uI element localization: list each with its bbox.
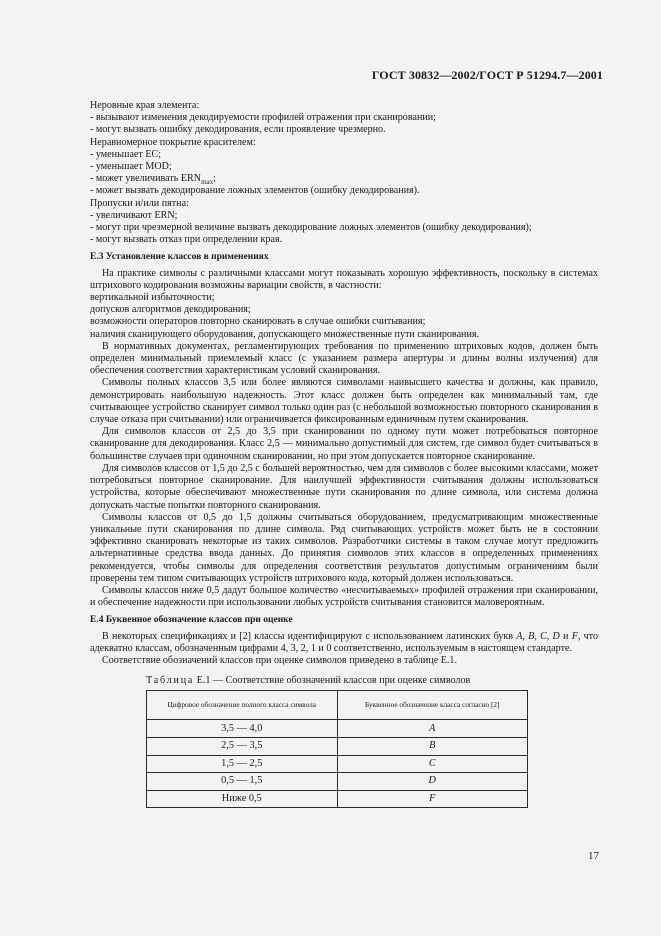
ern-suffix: ; [213,173,216,185]
letter-grade-cell: F [337,790,528,808]
letter-grade-cell: A [337,720,528,738]
table-row [147,773,528,791]
section-e3-paragraph: Для символов классов от 2,5 до 3,5 при сканировании по одному пути может потребоваться повторное сканирование для декодирования. Класс 2,5 — минимально допустимый для систем, где символ будет считываться в большинстве случаев при одиночном сканировании, но при этом допускается повторное сканирование. [90,426,598,462]
section-e4-text: и [559,630,572,642]
letter-grade-cell: D [337,773,528,791]
table-caption-text: Е.1 — Соответствие обозначений классов при оценке символов [194,675,471,687]
section-e3-paragraph: В нормативных документах, регламентирующих требования по применению штриховых кодов, должен быть определен минимальный приемлемый класс (с указанием размера апертуры и длины волны излучения) для обеспечения соответствия характеристикам условий сканирования. [90,340,598,377]
uneven-ink-item: - может вызвать декодирование ложных элементов (ошибку декодирования). [90,185,420,197]
section-e4-paragraph: Соответствие обозначений классов при оценке символов приведено в таблице Е.1. [102,654,457,666]
section-e3-paragraph: Для символов классов от 1,5 до 2,5 с большей вероятностью, чем для символов с более высокими классами, может потребоваться повторное сканирование. Для наилучшей эффективности считывания должны использоваться устройства, которые обеспечивают множественные пути сканирования по длине символа, или система должна допускать частые попытки повторного сканирования. [90,462,598,511]
table-caption-label: Таблица [146,675,195,687]
latin-letters: A, B, C, D [516,630,560,642]
section-e4-text: В некоторых спецификациях и [2] классы идентифицируют с использованием латинских букв [102,630,517,642]
ern-subscript: max [201,178,214,187]
uneven-edges-title: Неровные края элемента: [90,100,200,111]
section-e4-heading: Е.4 Буквенное обозначение классов при оценке [90,615,293,626]
variation-item: допусков алгоритмов декодирования; [90,304,251,316]
voids-title: Пропуски и/или пятна: [90,197,189,209]
table-row [147,755,528,773]
table-caption [90,675,598,687]
section-e3-intro: На практике символы с различными классами могут показывать хорошую эффективность, поскольку в системах штрихового кодирования возможны вариации свойств, в частности: [90,267,598,291]
table-row [147,720,528,738]
page-header-standard-title: ГОСТ 30832—2002/ГОСТ Р 51294.7—2001 [371,68,603,82]
numeric-grade-cell: Ниже 0,5 [147,790,338,808]
uneven-ink-item: - уменьшает EC; [90,148,162,160]
ern-prefix: - может увеличивать ERN [90,173,202,185]
numeric-grade-cell: 3,5 — 4,0 [147,720,338,738]
voids-item: - могут при чрезмерной величине вызвать декодирование ложных элементов (ошибку декодирования); [90,222,532,234]
letter-grade-cell: C [337,755,528,773]
section-e3-paragraph: Символы классов от 0,5 до 1,5 должны считываться оборудованием, предусматривающим множественные уникальные пути сканирования по длине символа. Ряд считывающих устройств может быть не в состоянии эффективно сканировать некоторые из таких символов. Разработчики системы в таком случае могут предложить альтернативные средства ввода данных. До принятия символов этих классов в определенных применениях рекомендуется, чтобы символы для определения соответствия результатов допустимым ограничениям были проверены тем типом считывающих устройств штрихового кода, который должен использоваться. [90,511,598,584]
letter-grade-cell: B [337,737,528,755]
uneven-edges-item: - вызывают изменения декодируемости профилей отражения при сканировании; [90,112,436,124]
page-number: 17 [588,850,599,862]
variation-item: возможности операторов повторно сканировать в случае ошибки считывания; [90,316,426,328]
numeric-grade-cell: 0,5 — 1,5 [147,773,338,791]
table-row [147,790,528,808]
latin-letter-f: F [571,630,578,642]
class-designation-table [146,690,528,808]
voids-item: - могут вызвать отказ при определении края. [90,234,283,246]
table-row [147,737,528,755]
numeric-grade-cell: 2,5 — 3,5 [147,737,338,755]
voids-item: - увеличивают ERN; [90,209,178,221]
numeric-grade-cell: 1,5 — 2,5 [147,755,338,773]
uneven-ink-title: Неравномерное покрытие красителем: [90,136,256,148]
table-header-letter: Буквенное обозначение класса согласно [2] [337,691,528,720]
table-header-row [147,691,528,720]
uneven-edges-item: - могут вызвать ошибку декодирования, если проявление чрезмерно. [90,124,386,136]
variation-item: вертикальной избыточности; [90,292,215,304]
section-e3-paragraph: Символы полных классов 3,5 или более являются символами наивысшего качества и должны, как правило, демонстрировать наибольшую надежность. Этот класс должен быть определен как минимальный там, где считывающее устройство сканирует символ только один раз (с небольшой возможностью повторного сканирования в случае отказа при считывании) или ограничивается фиксированным единичным путем сканирования. [90,377,598,426]
table-header-numeric: Цифровое обозначение полного класса символа [147,691,338,720]
section-e4-paragraph [90,631,598,655]
uneven-ink-item: - уменьшает MOD; [90,161,172,173]
variation-item: наличия сканирующего оборудования, допускающего множественные пути сканирования. [90,328,480,340]
section-e4-text: , что адекватно классам, обозначенным цифрами 4, 3, 2, 1 и 0 соответственно, используемым в настоящем стандарте. [90,630,598,654]
uneven-ink-item-ern [90,173,598,185]
section-e3-heading: Е.3 Установление классов в применениях [90,252,269,263]
page-content [90,100,598,808]
section-e3-paragraph: Символы классов ниже 0,5 дадут большое количество «несчитываемых» профилей отражения при сканировании, и обеспечение надежности при использовании любых устройств считывания становится маловероятным. [90,584,598,609]
